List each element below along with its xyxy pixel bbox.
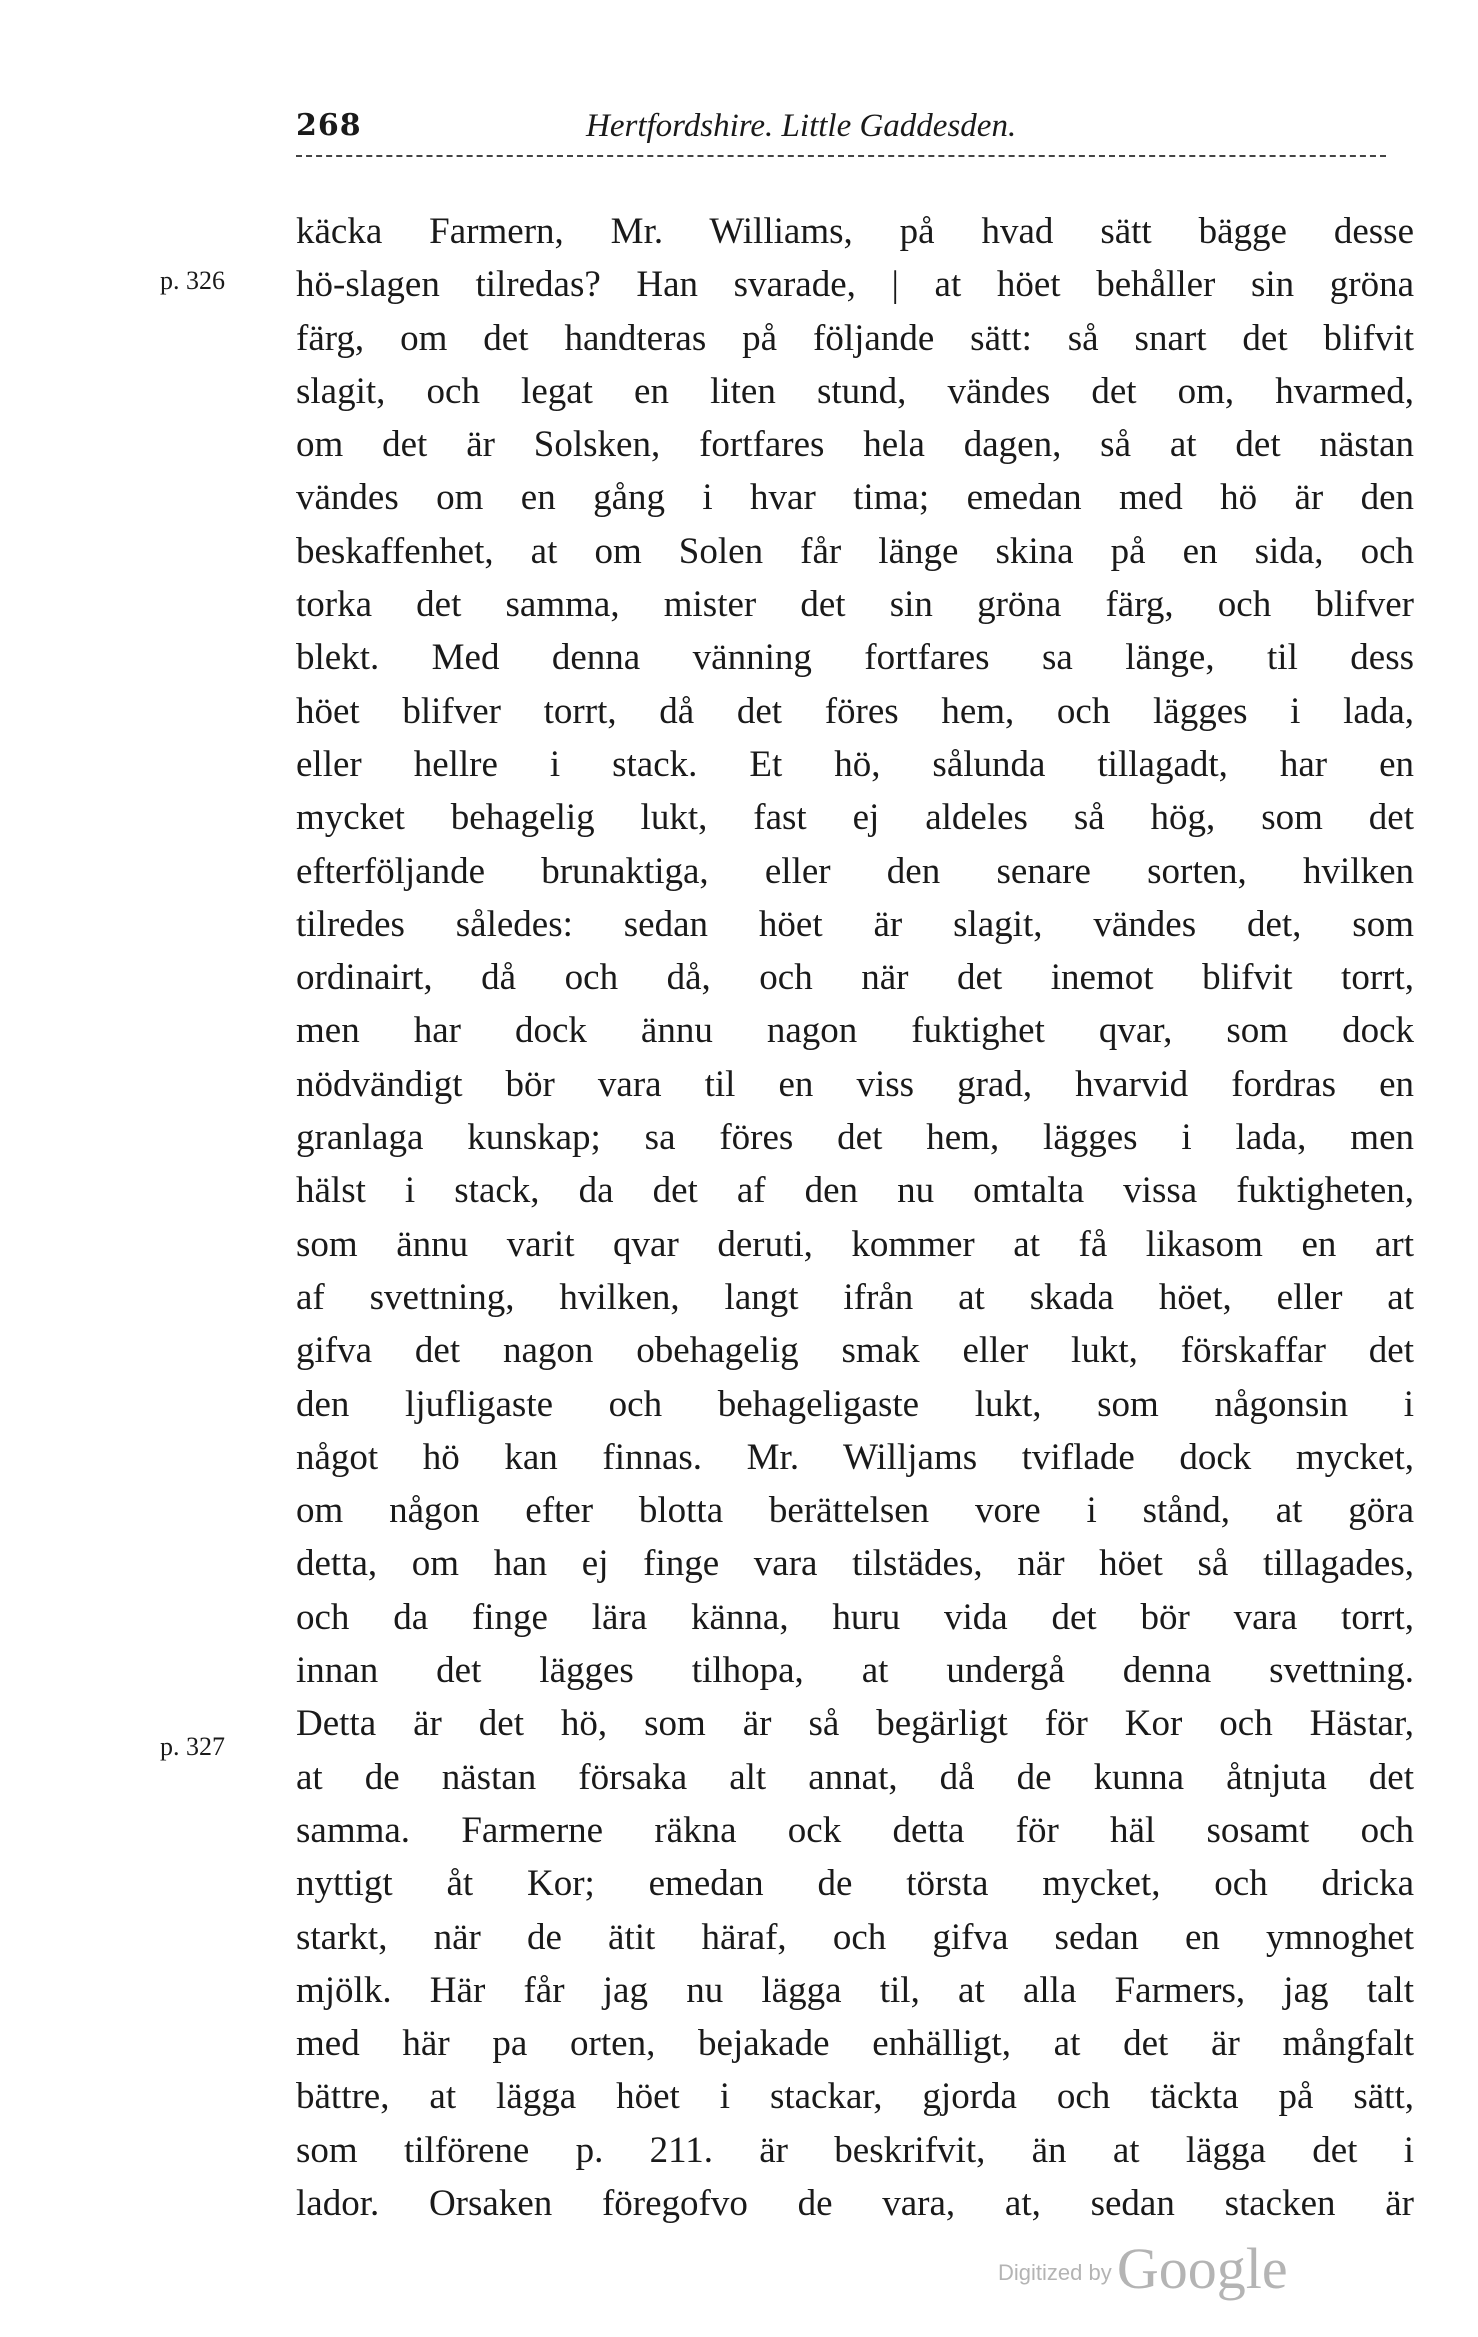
text-line: käcka Farmern, Mr. Williams, på hvad sätt bägge desse [296,211,1414,252]
text-line: mycket behagelig lukt, fast ej aldeles så hög, som det [296,797,1414,839]
text-line: hö-slagen tilredas? Han svarade, | at höet behåller sin gröna [296,264,1414,306]
body-text [296,205,1414,2230]
text-line: gifva det nagon obehagelig smak eller lukt, förskaffar det [296,1330,1414,1372]
text-line: Detta är det hö, som är så begärligt för Kor och Hästar, [296,1703,1414,1745]
text-line: och da finge lära känna, huru vida det bör vara torrt, [296,1596,1414,1638]
text-line: beskaffenhet, at om Solen får länge skina på en sida, och [296,530,1414,572]
text-line: något hö kan finnas. Mr. Willjams tviflade dock mycket, [296,1436,1414,1478]
text-line: nödvändigt bör vara til en viss grad, hvarvid fordras en [296,1063,1414,1105]
header-rule [296,155,1386,157]
text-line: torka det samma, mister det sin gröna färg, och blifver [296,584,1414,626]
page-number: 268 [296,108,362,143]
text-line: mjölk. Här får jag nu lägga til, at alla Farmers, jag talt [296,1969,1414,2011]
text-line: hälst i stack, da det af den nu omtalta vissa fuktigheten, [296,1170,1414,1212]
text-line: blekt. Med denna vänning fortfares sa länge, til dess [296,637,1414,679]
text-line: innan det lägges tilhopa, at undergå denna svettning. [296,1650,1414,1692]
text-line: ordinairt, då och då, och när det inemot blifvit torrt, [296,957,1414,999]
text-line: lador. Orsaken föregofvo de vara, at, sedan stacken är [296,2182,1414,2224]
text-line: nyttigt åt Kor; emedan de törsta mycket, och dricka [296,1863,1414,1905]
text-line: med här pa orten, bejakade enhälligt, at det är mångfalt [296,2023,1414,2065]
watermark-small: Digitized by [998,2260,1112,2285]
text-line: detta, om han ej finge vara tilstädes, när höet så tillagades, [296,1543,1414,1585]
text-line: den ljufligaste och behageligaste lukt, som någonsin i [296,1383,1414,1425]
text-line: vändes om en gång i hvar tima; emedan med hö är den [296,477,1414,519]
text-line: eller hellre i stack. Et hö, sålunda tillagadt, har en [296,743,1414,785]
text-line: om någon efter blotta berättelsen vore i stånd, at göra [296,1490,1414,1532]
margin-note-p327: p. 327 [160,1732,225,1761]
text-line: af svettning, hvilken, langt ifrån at skada höet, eller at [296,1276,1414,1318]
text-line: samma. Farmerne räkna ock detta för häl sosamt och [296,1809,1414,1851]
text-line: men har dock ännu nagon fuktighet qvar, som dock [296,1010,1414,1052]
text-line: tilredes således: sedan höet är slagit, vändes det, som [296,903,1414,945]
margin-note-p326: p. 326 [160,266,225,295]
running-title: Hertfordshire. Little Gaddesden. [586,108,1017,144]
text-line: at de nästan försaka alt annat, då de kunna åtnjuta det [296,1756,1414,1798]
text-line: starkt, när de ätit häraf, och gifva sedan en ymnoghet [296,1916,1414,1958]
watermark-google: Google [1116,2236,1288,2301]
text-line: efterföljande brunaktiga, eller den senare sorten, hvilken [296,850,1414,892]
digitized-by-google-watermark [998,2235,1288,2302]
text-line: bättre, at lägga höet i stackar, gjorda och täckta på sätt, [296,2076,1414,2118]
page-header [296,108,1416,148]
text-line: som tilförene p. 211. är beskrifvit, än at lägga det i [296,2129,1414,2171]
text-line: som ännu varit qvar deruti, kommer at få likasom en art [296,1223,1414,1265]
text-line: höet blifver torrt, då det föres hem, och lägges i lada, [296,690,1414,732]
text-line: färg, om det handteras på följande sätt: så snart det blifvit [296,317,1414,359]
text-line: granlaga kunskap; sa föres det hem, lägges i lada, men [296,1117,1414,1159]
text-line: slagit, och legat en liten stund, vändes det om, hvarmed, [296,370,1414,412]
text-line: om det är Solsken, fortfares hela dagen, så at det nästan [296,424,1414,466]
